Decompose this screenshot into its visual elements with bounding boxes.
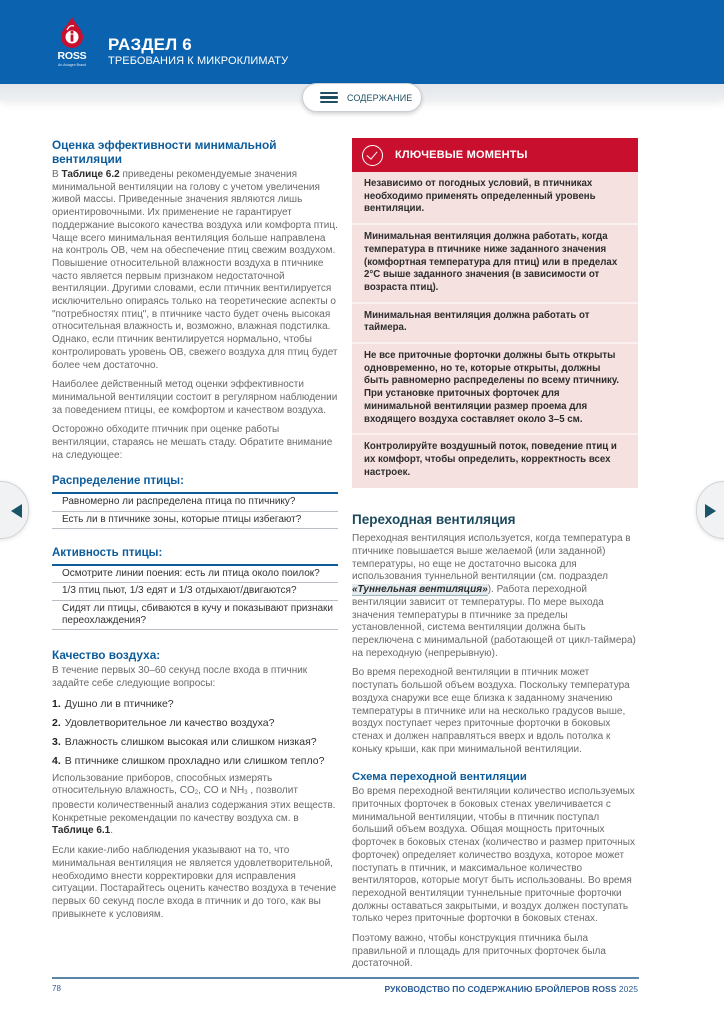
ross-drop-logo-icon — [59, 16, 85, 48]
key-point-item: Контролируйте воздушный поток, поведение птиц и их комфорт, чтобы определить, корректность всех настроек. — [364, 441, 617, 478]
activity-list — [52, 566, 338, 630]
intro-paragraph: В Таблице 6.2 приведены рекомендуемые значения минимальной вентиляции на голову с учетом увеличения живой массы. Приведенные значения являются лишь ориентировочными. Их применение не гарантирует поддержание высокого качества воздуха или комфорта птиц. Чаще всего минимальная вентиляция больше направлена на контроль ОВ, чем на обеспечение птиц свежим воздухом. Повышение относительной влажности воздуха в птичнике часто является первым признаком недостаточной вентиляции. Другими словами, если птичник вентилируется исключительно опираясь только на теоретические аспекты о "потребностях птиц", в птичнике часто будет очень высокая относительная влажность и, возможно, влажная подстилка. Однако, если птичник вентилируется нормально, чтобы контролировать уровень ОВ, свежего воздуха для птиц будет более чем достаточно. — [52, 169, 338, 371]
walk-paragraph: Осторожно обходите птичник при оценке работы вентиляции, стараясь не мешать стаду. Обратите внимание на следующее: — [52, 424, 333, 461]
list-item: 1/3 птиц пьют, 1/3 едят и 1/3 отдыхают/двигаются? — [52, 583, 338, 600]
key-points-title: КЛЮЧЕВЫЕ МОМЕНТЫ — [395, 149, 528, 161]
key-points-box — [352, 138, 638, 488]
check-circle-icon — [362, 145, 383, 166]
activity-heading: Активность птицы: — [52, 547, 338, 566]
transition-paragraph-3: Во время переходной вентиляции количество используемых приточных форточек в боковых стенах увеличивается с минимальной вентиляции, чтобы в птичник поступал больший объем воздуха. Общая мощность приточных форточек в боковых стенах (количество и размер приточных форточек) определяет количество воздуха, которое может поступать в птичник, и максимальное количество вентиляторов, которые могут быть использованы. Во время переходной вентиляции туннельные приточные форточки должны оставаться закрытыми, и воздух должен поступать только через приточные форточки в боковых стенах. — [352, 786, 635, 925]
page-header — [0, 0, 724, 84]
list-item: Сидят ли птицы, сбиваются в кучу и показывают признаки переохлаждения? — [52, 601, 338, 631]
list-item: 3. Влажность слишком высокая или слишком низкая? — [52, 735, 317, 748]
toc-label: СОДЕРЖАНИЕ — [347, 92, 413, 103]
closing-paragraph: Если какие-либо наблюдения указывают на то, что минимальная вентиляция не является удовлетворительной, необходимо внести корректировки для исправления ситуации. Постарайтесь оценить качество воздуха в течение первых 60 секунд после входа в птичник и до того, как вы привыкнете к условиям. — [52, 845, 337, 920]
list-item: 4. В птичнике слишком прохладно или слишком тепло? — [52, 754, 325, 767]
key-points-header — [352, 138, 638, 172]
footer-divider — [52, 977, 639, 979]
table-6-1-reference: Таблице 6.1 — [52, 825, 111, 837]
instruments-paragraph: Использование приборов, способных измерять относительную влажность, $CO_2$, CO и $NH_3$ , позволит провести количественный анализ содержания этих веществ. Конкретные рекомендации по качеству воздуха см. в Таблице 6.1. — [52, 772, 336, 837]
footer-year: 2025 — [618, 984, 638, 994]
left-column — [52, 138, 338, 921]
ross-logo — [50, 14, 94, 72]
previous-page-button[interactable] — [0, 481, 29, 539]
distribution-heading: Распределение птицы: — [52, 475, 338, 494]
transition-scheme-heading: Схема переходной вентиляции — [352, 771, 527, 784]
key-point-item: Минимальная вентиляция должна работать, когда температура в птичнике ниже заданного значения (комфортная температура для птиц) или в пределах 2°C выше заданного значения (в зависимости от возраста птиц). — [352, 225, 638, 304]
distribution-list — [52, 494, 338, 529]
transition-paragraph-4: Поэтому важно, чтобы конструкция птичника была правильной и площадь для приточных форточек была достаточной. — [352, 933, 606, 970]
key-point-item: Независимо от погодных условий, в птичниках необходимо применять определенный уровень вентиляции. — [352, 172, 638, 225]
key-point-item: Не все приточные форточки должны быть открыты одновременно, но те, которые открыты, должны быть равномерно распределены по всему птичнику. При установке приточных форточек для минимальной вентиляции размер проема для входящего воздуха составляет около 3–5 см. — [352, 344, 638, 435]
triangle-left-icon — [11, 504, 22, 518]
list-item: 2. Удовлетворительное ли качество воздуха? — [52, 716, 275, 729]
page-number: 78 — [52, 984, 61, 993]
table-6-2-reference: Таблице 6.2 — [61, 169, 120, 180]
list-item: Равномерно ли распределена птица по птичнику? — [52, 494, 338, 511]
logo-wordmark: ROSS — [57, 50, 87, 62]
section-title: РАЗДЕЛ 6 — [108, 35, 192, 54]
triangle-right-icon — [705, 504, 716, 518]
air-quality-intro: В течение первых 30–60 секунд после входа в птичник задайте себе следующие вопросы: — [52, 665, 308, 689]
key-point-item: Минимальная вентиляция должна работать от таймера. — [352, 304, 638, 344]
section-subtitle: ТРЕБОВАНИЯ К МИКРОКЛИМАТУ — [108, 55, 289, 67]
transition-paragraph-1: Переходная вентиляция используется, когда температура в птичнике повышается выше желаемой (или заданной) температуры, но еще не достаточно высока для использования туннельной вентиляции (см. подраздел «Туннельная вентиляция»). Работа переходной вентиляции зависит от температуры. По мере выхода значения температуры в птичнике за пределы установленной, система вентиляции должна быть переключена с минимальной (работающей от цикл-таймера) на переходную (непрерывную). — [352, 533, 636, 659]
air-quality-heading: Качество воздуха: — [52, 648, 161, 663]
hamburger-menu-icon — [320, 92, 338, 104]
min-ventilation-heading: Оценка эффективности минимальной вентиляции — [52, 138, 277, 166]
list-item: 1. Душно ли в птичнике? — [52, 697, 174, 710]
air-quality-questions — [52, 698, 338, 767]
logo-tagline: An Aviagen Brand — [58, 63, 86, 67]
transition-paragraph-2: Во время переходной вентиляции в птичник может поступать большой объем воздуха. Поскольку температура воздуха снаружи все еще близка к заданному значению температуры в птичнике или на несколько градусов выше, воздух поступает через приточные форточки в боковых стенах и должен направляться вверх и вдоль потолка к коньку крыши, как при минимальной вентиляции. — [352, 667, 630, 755]
table-of-contents-button[interactable] — [302, 83, 422, 112]
list-item: Есть ли в птичнике зоны, которые птицы избегают? — [52, 512, 338, 529]
next-page-button[interactable] — [696, 481, 724, 539]
tunnel-ventilation-link[interactable]: «Туннельная вентиляция» — [352, 584, 488, 596]
footer-title: РУКОВОДСТВО ПО СОДЕРЖАНИЮ БРОЙЛЕРОВ ROSS 2025 — [384, 984, 638, 994]
list-item: Осмотрите линии поения: есть ли птица около поилок? — [52, 566, 338, 583]
method-paragraph: Наиболее действенный метод оценки эффективности минимальной вентиляции состоит в регулярном наблюдении за поведением птицы, ее комфортом и качеством воздуха. — [52, 379, 338, 416]
transition-ventilation-heading: Переходная вентиляция — [352, 512, 516, 528]
right-column — [352, 138, 638, 971]
